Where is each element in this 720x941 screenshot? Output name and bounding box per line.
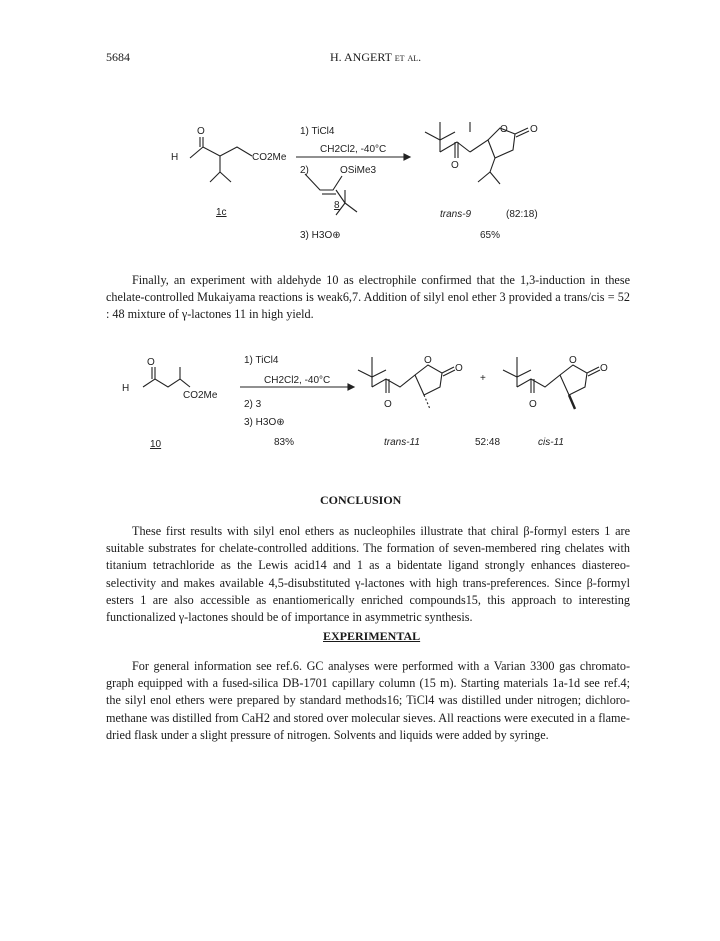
svg-text:O: O — [500, 124, 508, 135]
paragraph-finally: Finally, an experiment with aldehyde 10 as electrophile confirmed that the 1,3-induction in these chelate-controlled Mukaiyama reactions is weak6,7. Addition of silyl enol ether 3 provided a trans/cis = 52 : 48 mixture of γ-lactones 11 in high yield. — [106, 273, 630, 322]
svg-text:H: H — [171, 152, 179, 163]
step-3-s2: 3) H3O⊕ — [244, 417, 285, 428]
svg-text:O: O — [197, 126, 205, 137]
product-ratio-1: (82:18) — [506, 209, 538, 220]
plus-sign: + — [480, 373, 486, 384]
svg-text:O: O — [451, 160, 459, 171]
experimental-paragraph: For general information see ref.6. GC analyses were performed with a Varian 3300 gas chromato-graph equipped with a fused-silica DB-1701 capillary column (15 m). Starting materials 1a-1d see ref.4; the silyl enol ethers were prepared by standard methods16; TiCl4 was distilled under nitrogen; dichloro-methane was distilled from CaH2 and stored over molecular sieves. All reactions were executed in a flame-dried flask under a slight pressure of nitrogen. Solvents and liquids were added by syringe. — [106, 659, 630, 742]
step-1: 1) TiCl4 — [300, 126, 335, 137]
page-number: 5684 — [106, 50, 130, 64]
compound-label-10: 10 — [150, 439, 162, 450]
product-label-cis-11: cis-11 — [538, 437, 564, 448]
co2me-label-1: CO2Me — [252, 152, 287, 163]
step-2: 2) — [300, 165, 309, 176]
running-title: H. ANGERT et al. — [330, 50, 422, 64]
svg-text:O: O — [147, 357, 155, 368]
co2me-label-2: CO2Me — [183, 390, 218, 401]
svg-text:O: O — [530, 124, 538, 135]
experimental-heading: EXPERIMENTAL — [323, 629, 421, 643]
product-label-trans-9: trans-9 — [440, 209, 472, 220]
step-1-conditions: CH2Cl2, -40°C — [320, 144, 387, 155]
svg-text:H: H — [122, 383, 130, 394]
step-1-conditions-s2: CH2Cl2, -40°C — [264, 375, 331, 386]
compound-label-1c: 1c — [216, 207, 227, 218]
conclusion-paragraph: These first results with silyl enol ethers as nucleophiles illustrate that chiral β-formyl esters 1 are suitable substrates for chelate-controlled additions. The formation of seven-membered ring chelates with titanium tetrachloride as the Lewis acid14 and 1 as a bidentate ligand strongly enhances diastereo-selectivity and makes available 4,5-disubstituted γ-lactones with high trans-preferences. Since β-formyl esters 1 are also accessible as enantiomerically enriched compounds15, this approach to interesting functionalized γ-lactones should be of importance in asymmetric synthesis. — [106, 524, 630, 625]
step-3: 3) H3O⊕ — [300, 230, 341, 241]
svg-text:O: O — [529, 399, 537, 410]
reaction-scheme-2 — [0, 345, 720, 465]
svg-text:O: O — [424, 355, 432, 366]
product-label-trans-11: trans-11 — [384, 437, 420, 448]
svg-text:O: O — [569, 355, 577, 366]
step-2-s2: 2) 3 — [244, 399, 262, 410]
osime3-label: OSiMe3 — [340, 165, 377, 176]
yield-2: 83% — [274, 437, 295, 448]
step-1-s2: 1) TiCl4 — [244, 355, 279, 366]
conclusion-heading: CONCLUSION — [320, 493, 402, 507]
svg-text:O: O — [600, 363, 608, 374]
reaction-scheme-1 — [0, 100, 720, 250]
product-ratio-2: 52:48 — [475, 437, 501, 448]
svg-text:O: O — [455, 363, 463, 374]
yield-1: 65% — [480, 230, 501, 241]
compound-label-8: 8 — [334, 200, 340, 211]
svg-text:O: O — [384, 399, 392, 410]
